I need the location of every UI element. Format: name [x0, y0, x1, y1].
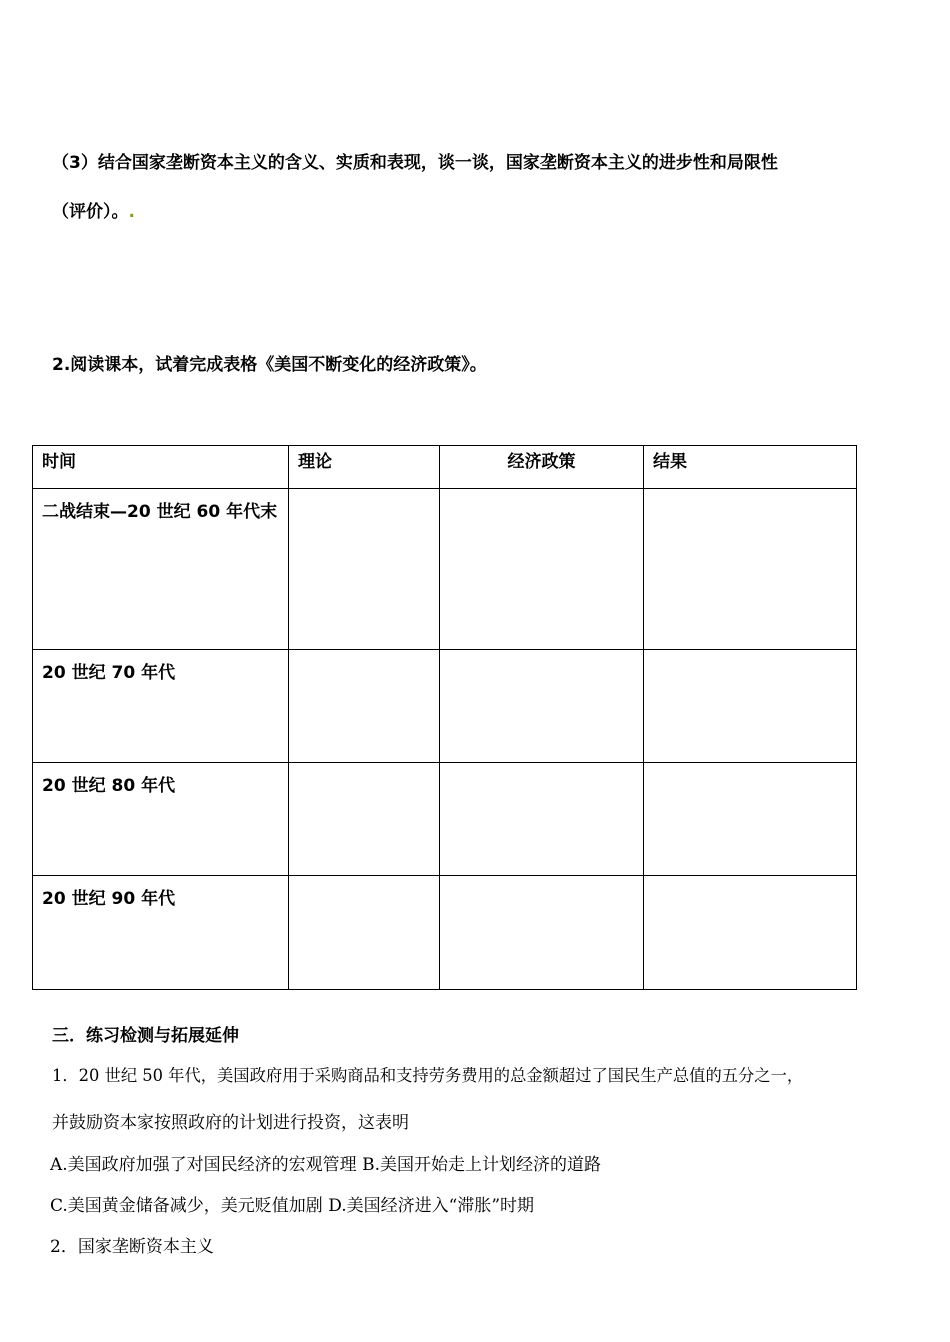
table-header-row [33, 446, 857, 489]
policy-cell[interactable] [440, 650, 644, 763]
theory-cell[interactable] [289, 650, 440, 763]
period-cell: 二战结束—20 世纪 60 年代末 [33, 489, 289, 650]
trailing-dot: . [128, 202, 135, 222]
theory-cell[interactable] [289, 876, 440, 990]
task-2-instruction: 2.阅读课本，试着完成表格《美国不断变化的经济政策》。 [52, 355, 487, 375]
period-cell: 20 世纪 90 年代 [33, 876, 289, 990]
q2-stem: 2．国家垄断资本主义 [50, 1237, 214, 1257]
q1-options-a-b: A.美国政府加强了对国民经济的宏观管理 B.美国开始走上计划经济的道路 [50, 1155, 601, 1175]
q1-stem-line-2: 并鼓励资本家按照政府的计划进行投资，这表明 [52, 1113, 409, 1133]
result-cell[interactable] [644, 650, 857, 763]
policy-cell[interactable] [440, 876, 644, 990]
header-result: 结果 [644, 446, 857, 489]
q1-stem-line-1: 1．20 世纪 50 年代，美国政府用于采购商品和支持劳务费用的总金额超过了国民生产总值的五分之一， [52, 1066, 804, 1085]
us-economic-policy-table [32, 445, 857, 990]
result-cell[interactable] [644, 489, 857, 650]
theory-cell[interactable] [289, 763, 440, 876]
table-row [33, 876, 857, 990]
header-time: 时间 [33, 446, 289, 489]
policy-cell[interactable] [440, 763, 644, 876]
result-cell[interactable] [644, 876, 857, 990]
header-theory: 理论 [289, 446, 440, 489]
question-3-line-1: （3）结合国家垄断资本主义的含义、实质和表现，谈一谈，国家垄断资本主义的进步性和局限性 [52, 153, 778, 173]
section-3-title: 三．练习检测与拓展延伸 [52, 1026, 239, 1046]
policy-cell[interactable] [440, 489, 644, 650]
period-cell: 20 世纪 70 年代 [33, 650, 289, 763]
question-3-line-2-text: （评价）。 [52, 202, 129, 222]
question-3-line-2 [52, 197, 135, 222]
period-cell: 20 世纪 80 年代 [33, 763, 289, 876]
header-economic-policy: 经济政策 [440, 446, 644, 489]
table-row [33, 650, 857, 763]
table-row [33, 763, 857, 876]
theory-cell[interactable] [289, 489, 440, 650]
table-row [33, 489, 857, 650]
q1-options-c-d: C.美国黄金储备减少，美元贬值加剧 D.美国经济进入“滞胀”时期 [50, 1196, 535, 1216]
result-cell[interactable] [644, 763, 857, 876]
